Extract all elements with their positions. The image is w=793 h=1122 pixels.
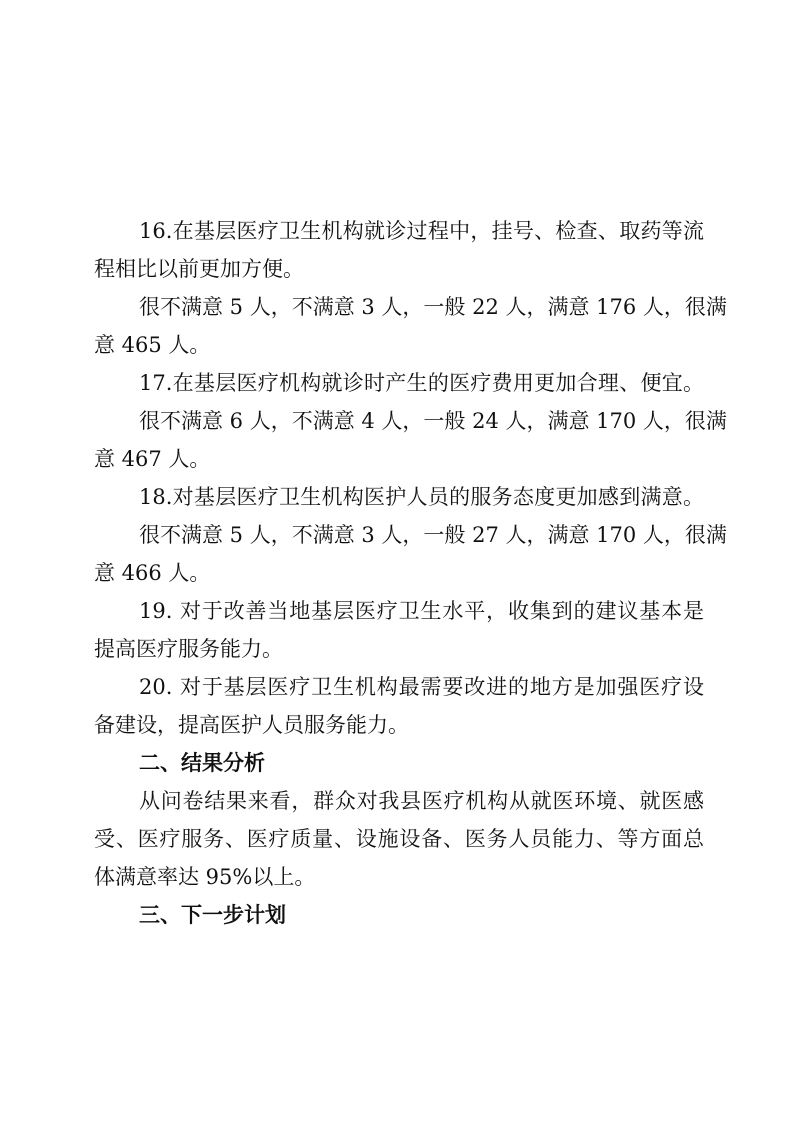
item-17-result-cont: 意 467 人。 [94,447,211,471]
item-17-result: 很不满意 6 人，不满意 4 人，一般 24 人，满意 170 人，很满 [139,409,727,433]
results-paragraph-line-1: 从问卷结果来看，群众对我县医疗机构从就医环境、就医感 [139,789,704,813]
item-19-question: 19. 对于改善当地基层医疗卫生水平，收集到的建议基本是 [139,599,704,623]
results-paragraph-line-2: 受、医疗服务、医疗质量、设施设备、医务人员能力、等方面总 [94,827,704,851]
results-paragraph-line-3: 体满意率达 95%以上。 [94,865,316,889]
item-18-question: 18.对基层医疗卫生机构医护人员的服务态度更加感到满意。 [139,485,704,509]
item-16-result: 很不满意 5 人，不满意 3 人，一般 22 人，满意 176 人，很满 [139,295,727,319]
item-16-result-cont: 意 465 人。 [94,333,211,357]
item-16-question: 16.在基层医疗卫生机构就诊过程中，挂号、检查、取药等流 [139,219,704,243]
item-18-result-cont: 意 466 人。 [94,561,211,585]
item-19-question-cont: 提高医疗服务能力。 [94,637,283,661]
section-heading-results-analysis: 二、结果分析 [139,751,265,775]
section-heading-next-steps: 三、下一步计划 [139,903,286,927]
item-20-question: 20. 对于基层医疗卫生机构最需要改进的地方是加强医疗设 [139,675,704,699]
item-16-question-cont: 程相比以前更加方便。 [94,257,304,281]
item-17-question: 17.在基层医疗机构就诊时产生的医疗费用更加合理、便宜。 [139,371,704,395]
item-18-result: 很不满意 5 人，不满意 3 人，一般 27 人，满意 170 人，很满 [139,523,727,547]
item-20-question-cont: 备建设，提高医护人员服务能力。 [94,713,409,737]
